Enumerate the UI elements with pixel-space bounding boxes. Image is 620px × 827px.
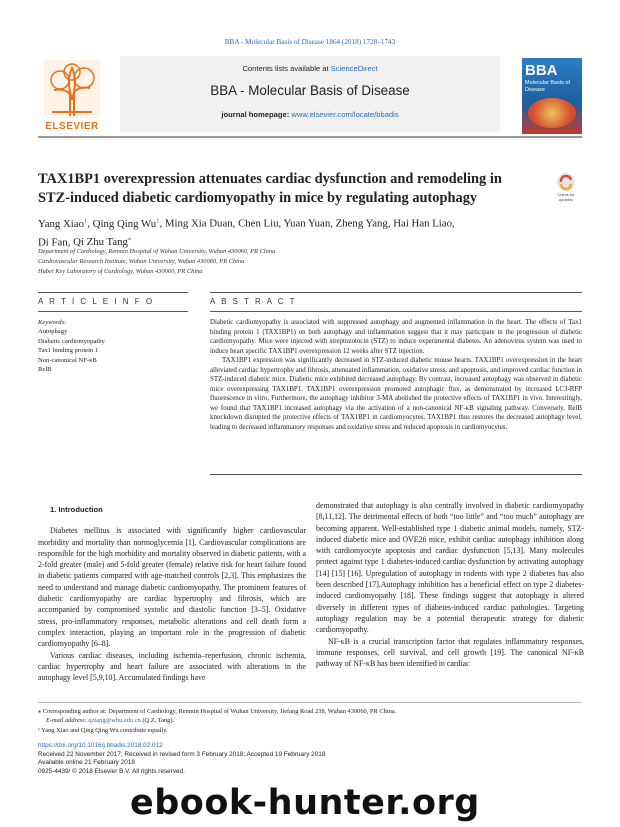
article-info-rule	[38, 292, 188, 293]
elsevier-tree-icon	[44, 60, 100, 118]
section-heading-introduction: 1. Introduction	[50, 505, 103, 514]
journal-homepage	[120, 110, 500, 119]
doi-link[interactable]: https://doi.org/10.1016/j.bbadis.2018.02.012	[38, 742, 163, 749]
elsevier-logo	[38, 60, 106, 132]
abstract-end-rule	[210, 474, 582, 475]
email-link[interactable]: qztang@whu.edu.cn	[88, 717, 141, 725]
cover-subtitle: Molecular Basis of Disease	[525, 80, 570, 93]
email-note	[38, 716, 582, 725]
body-paragraph: demonstrated that autophagy is also centrally involved in diabetic cardiomyopathy [8,11,12]. The detrimental effects of both “too little” and “too much” autophagy are becoming apparent. Well-established type 1 diabetic animal models, namely, STZ-induced diabetic mice and OVE26 mice, exhibit cardiac autophagy inhibition along with cardiomyocyte apoptosis and cardiac dysfunction [5,13]. Many molecules protect against type 1 diabetes-induced cardiac dysfunction by activating autophagy [14] [15] [16]. Upregulation of autophagy in rodents with type 2 diabetes has also been described [17].Autophagy inhibition has a beneficial effect on type 2 diabetes-induced cardiomyopathy [18]. These findings suggest that autophagy is altered diversely in different types of diabetes-induced cardiac pathologies. Targeting autophagy regulation may be a potential therapeutic strategy for diabetic cardiomyopathy.	[316, 501, 584, 635]
keyword: Tax1 binding protein 1	[38, 347, 99, 355]
body-paragraph: Diabetes mellitus is associated with significantly higher cardiovascular morbidity and mortality than normoglycemia [1]. Cardiovascular complications are responsible for the high morbidity and mortality observed in diabetic patients, with a 2-fold greater (male) and 5-fold greater (female) relative risk for heart failure found in diabetic patients compared with age-matched controls [2,3]. This emphasizes the need to understand and manage diabetic cardiomyopathy. The prominent features of diabetic cardiomyopathy are cardiac hypertrophy and fibrosis, which are accompanied by compromised systolic and diastolic function [3–5]. Oxidative stress, pro-inflammatory responses, metabolic alterations and cell death form a complex interaction, playing an important role in the progression of diabetic cardiomyopathy [6–8].	[38, 526, 306, 649]
article-info-rule-bottom	[38, 311, 188, 312]
body-column-left	[38, 504, 306, 683]
author[interactable]: Ming Xia Duan	[164, 217, 233, 230]
abstract-paragraph: Diabetic cardiomyopathy is associated with suppressed autophagy and augmented inflammation in the heart. The effects of Tax1 binding protein 1 (TAX1BP1) on both autophagy and inflammation suggest that it may participate in the progression of diabetic cardiomyopathy. Mice were injected with streptozotocin (STZ) to induce experimental diabetes. An adenovirus system was used to induce heart specific TAX1BP1 overexpression 12 weeks after STZ injection.	[210, 319, 582, 355]
homepage-link[interactable]: www.elsevier.com/locate/bbadis	[291, 110, 399, 119]
keyword: RelB	[38, 366, 52, 374]
online-date: Available online 21 February 2018	[38, 759, 135, 767]
footnotes	[38, 702, 582, 735]
keywords-label: Keywords:	[38, 319, 67, 326]
author[interactable]: Qing Qing Wu$^1$	[92, 217, 160, 230]
author[interactable]: Yang Xiao$^1$	[38, 217, 88, 230]
abstract-paragraph: TAX1BP1 expression was significantly decreased in STZ-induced diabetic mouse hearts. TAX1BP1 overexpression in the heart alleviated cardiac hypertrophy and fibrosis, attenuated inflammation, oxidative stress, and apoptosis, and improved cardiac function in STZ-induced diabetic mice. Diabetic mice exhibited decreased autophagy. By contrast, increased autophagy was observed in diabetic mice overexpressing TAX1BP1. TAX1BP1 overexpression promoted autophagic flux, as demonstrated by increased LC3-RFP fluorescence in vitro. Furthermore, the autophagy inhibitor 3-MA abolished the protective effects of TAX1BP1 in vivo. Interestingly, we found that TAX1BP1 increased autophagy via the activation of a non-canonical NF-κB signaling pathway. Conversely, RelB knockdown disrupted the protective effects of TAX1BP1 in cardiomyocytes. TAX1BP1 thus restores the decreased autophagy level, leading to decreased inflammatory responses and oxidative stress and reduced apoptosis in cardiomyocytes.	[210, 357, 582, 432]
masthead-center	[120, 56, 500, 132]
email-label: E-mail address:	[46, 717, 87, 725]
watermark: ebook-hunter.org	[130, 783, 480, 823]
sciencedirect-link[interactable]: ScienceDirect	[330, 64, 378, 73]
abstract-rule	[210, 292, 582, 293]
abstract-rule-bottom	[210, 311, 582, 312]
affiliation: Hubei Key Laboratory of Cardiology, Wuhan 430060, PR China	[38, 268, 203, 276]
author[interactable]: Qi Zhu Tang⁎	[73, 235, 132, 249]
article-title: TAX1BP1 overexpression attenuates cardiac dysfunction and remodeling in STZ-induced diabetic cardiomyopathy in mice by regulating autophagy	[38, 171, 502, 206]
equal-contribution-note: ¹ Yang Xiao and Qing Qing Wu contribute equally.	[38, 726, 168, 734]
author-list: Yang Xiao$^1$, Qing Qing Wu$^1$, Ming Xia Duan, Chen Liu, Yuan Yuan, Zheng Yang, Hai Han Liao, Di Fan, Qi Zhu Tang⁎	[38, 217, 455, 249]
keyword: Autophagy	[38, 328, 68, 336]
article-info-heading: A R T I C L E I N F O	[38, 297, 155, 306]
affiliations	[38, 247, 578, 278]
cover-image	[528, 98, 576, 128]
contents-prefix: Contents lists available at	[242, 64, 331, 73]
author[interactable]: Di Fan	[38, 236, 68, 249]
body-paragraph: NF-κB is a crucial transcription factor that regulates inflammatory responses, immune responses, cell survival, and cell growth [19]. The canonical NF-κB pathway of NF-κB has been identified in cardiac	[316, 636, 584, 669]
running-head: BBA - Molecular Basis of Disease 1864 (2018) 1728–1743	[224, 38, 396, 46]
corresponding-author-note: ⁎ Corresponding author at: Department of Cardiology, Renmin Hospital of Wuhan University, Jiefang Road 238, Wuhan 430060, PR China.	[38, 708, 397, 715]
affiliation: Department of Cardiology, Renmin Hospital of Wuhan University, Wuhan 430060, PR China	[38, 248, 276, 255]
abstract-text	[210, 318, 582, 433]
author[interactable]: Hai Han Liao	[393, 217, 452, 230]
received-dates: Received 22 November 2017; Received in revised form 3 February 2018; Accepted 19 February 2018	[38, 750, 326, 758]
affiliation: Cardiovascular Research Institute, Wuhan University, Wuhan 430060, PR China	[38, 258, 245, 266]
copyright: 0925-4439/ © 2018 Elsevier B.V. All rights reserved.	[38, 767, 185, 775]
journal-masthead	[38, 56, 582, 138]
journal-cover-thumbnail	[522, 58, 582, 134]
body-column-right	[316, 500, 584, 669]
check-for-updates-badge[interactable]	[552, 172, 580, 204]
author[interactable]: Zheng Yang	[335, 217, 388, 230]
publication-info	[38, 742, 338, 776]
keyword: Non-canonical NF-κB	[38, 356, 97, 364]
check-updates-label: Check for updates	[557, 192, 575, 202]
abstract-heading: A B S T R A C T	[210, 297, 297, 306]
contents-line	[120, 64, 500, 73]
email-suffix: (Q.Z. Tang).	[140, 717, 175, 725]
keywords-block	[38, 318, 188, 374]
journal-title: BBA - Molecular Basis of Disease	[210, 83, 410, 98]
check-updates-icon	[555, 172, 577, 192]
homepage-label: journal homepage:	[221, 110, 290, 119]
author[interactable]: Chen Liu	[238, 217, 279, 230]
cover-title: BBA	[525, 62, 558, 79]
body-paragraph: Various cardiac diseases, including ischemia–reperfusion, chronic ischemia, cardiac hypertrophy and heart failure are associated with alterations in the autophagy level [5,9,10]. Accumulated findings have	[38, 650, 306, 683]
keyword: Diabetic cardiomyopathy	[38, 337, 105, 345]
elsevier-wordmark: ELSEVIER	[45, 121, 99, 132]
author[interactable]: Yuan Yuan	[283, 217, 331, 230]
